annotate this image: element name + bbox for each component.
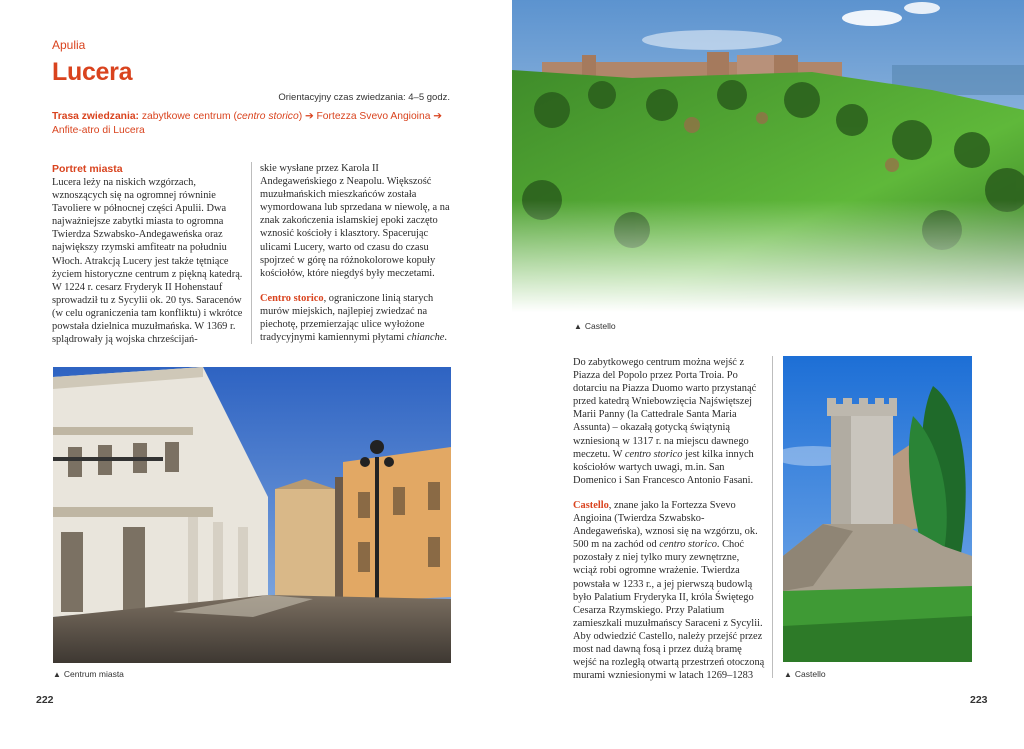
caption-arrow-icon: ▲ [53, 670, 61, 679]
street-photo [53, 367, 451, 663]
caption-arrow-icon: ▲ [784, 670, 792, 679]
text-column-2 [260, 162, 452, 356]
centrum-text: Do zabytkowego centrum można wejść z Piazza del Popolo przez Porta Troia. Po dotarciu na Piazza Duomo warto przystanąć przed katedrą Wniebowzięcia Najświętszej Marii Panny (la Cattedrale Santa Maria Assunta) – okazałą gotycką świątynią wzniesioną w 1317 r. na miejscu dawnego meczetu. W [573, 357, 757, 460]
centro-paragraph [260, 292, 452, 344]
centro-italic: chianche [406, 332, 445, 344]
street-photo-caption [53, 669, 124, 679]
caption-arrow-icon: ▲ [574, 322, 582, 331]
castello-photo-caption [574, 321, 616, 331]
centro-text: , ograniczone linią starych murów miejskich, najlepiej zwiedzać na piechotę, przemierzając ulice wyłożone tradycyjnymi kamiennymi płytami [260, 292, 434, 344]
portret-continuation: skie wysłane przez Karola II Andegaweńskiego z Neapolu. Większość muzułmańskich mieszkańców została wymordowana lub sprzedana w niewolę, a na znak zakończenia islamskiej epoki zaczęto wznosić kościoły i klasztory. Spacerując ulicami Lucery, warto od czasu do czasu spojrzeć w górę na różnokolorowe kopuły kościołów, które niegdyś były meczetami. [260, 163, 450, 279]
text-column-1 [52, 162, 244, 358]
centrum-text-b: jest kilka innych kościołów wartych uwagi, m.in. San Domenico i San Francesco Antonio Fasani. [573, 448, 754, 486]
section-title-portret: Portret miasta [52, 163, 123, 175]
centrum-italic: centro storico [624, 448, 683, 460]
text-column-3 [573, 356, 765, 694]
portret-paragraph: Lucera leży na niskich wzgórzach, wznoszących się na ogromnej równinie Tavoliere w północnej części Apulii. Dwa najważniejsze zabytki miasta to ogromna Twierdza Szwabsko-Andegaweńska oraz największy rzymski amfiteatr na południu Włoch. Atrakcją Lucery jest także tętniące życiem historyczne centrum z piękną katedrą. W 1224 r. cesarz Fryderyk II Hohenstauf sprowadził tu z Sycylii ok. 20 tys. Saracenów (w celu ograniczenia tam konfliktu) i wkrótce powstała dzielnica muzułmańska. W 1369 r. splądrowały ją wojska chrześcijań- [52, 177, 243, 346]
castello-text: , znane jako la Fortezza Svevo Angioina (Twierdza Szwabsko-Andegaweńska), wznosi się na wzgórzu, ok. 500 m na zachód od [573, 499, 758, 551]
castello-tower-art [783, 356, 972, 662]
castello-photo-caption-text: Castello [584, 321, 616, 331]
page-number-left: 222 [36, 694, 54, 706]
castello-paragraph [573, 499, 765, 682]
castello-italic: centro storico [659, 539, 717, 551]
centro-lead: Centro storico [260, 292, 324, 304]
route-stop-3: Anfite-atro di Lucera [52, 125, 145, 136]
route-arrow-2: ➔ [433, 111, 442, 122]
castello-landscape-art [512, 0, 1024, 312]
region-label: Apulia [52, 38, 86, 52]
castello-tower-photo [783, 356, 972, 662]
visit-time: Orientacyjny czas zwiedzania: 4–5 godz. [278, 92, 450, 103]
tower-photo-caption [784, 669, 826, 679]
page-number-right: 223 [970, 694, 988, 706]
castello-text-b: . Choć pozostały z niej tylko mury zewnętrzne, wciąż robi ogromne wrażenie. Twierdza powstała w 1233 r., a jej pierwszą budowlą było Palatium Fryderyka II, króla Świętego Cesarza Rzymskiego. Przy Palatium zamieszkali muzułmańscy Saraceni z Sycylii. Aby odwiedzić Castello, należy przejść przez most nad dawną fosą i przez dużą bramę wejść na rozległą otwartą przestrzeń otoczoną murami wzniesionymi w latach 1269–1283 [573, 539, 765, 682]
route-label: Trasa zwiedzania: [52, 111, 139, 122]
city-title: Lucera [52, 58, 133, 86]
route-line [52, 110, 452, 138]
centro-end: . [444, 332, 448, 344]
castello-landscape-photo [512, 0, 1024, 312]
castello-lead: Castello [573, 499, 609, 511]
street-photo-caption-text: Centrum miasta [63, 669, 124, 679]
column-divider [251, 162, 252, 344]
street-photo-art [53, 367, 451, 663]
column-divider-right [772, 356, 773, 678]
route-stop-1-italic: centro storico [236, 111, 299, 122]
route-stop-1: zabytkowe centrum ( [141, 111, 237, 122]
route-stop-1-end: ) [298, 111, 303, 122]
centrum-paragraph [573, 356, 765, 487]
tower-photo-caption-text: Castello [794, 669, 826, 679]
route-arrow-1: ➔ [305, 111, 314, 122]
route-stop-2: Fortezza Svevo Angioina [316, 111, 431, 122]
